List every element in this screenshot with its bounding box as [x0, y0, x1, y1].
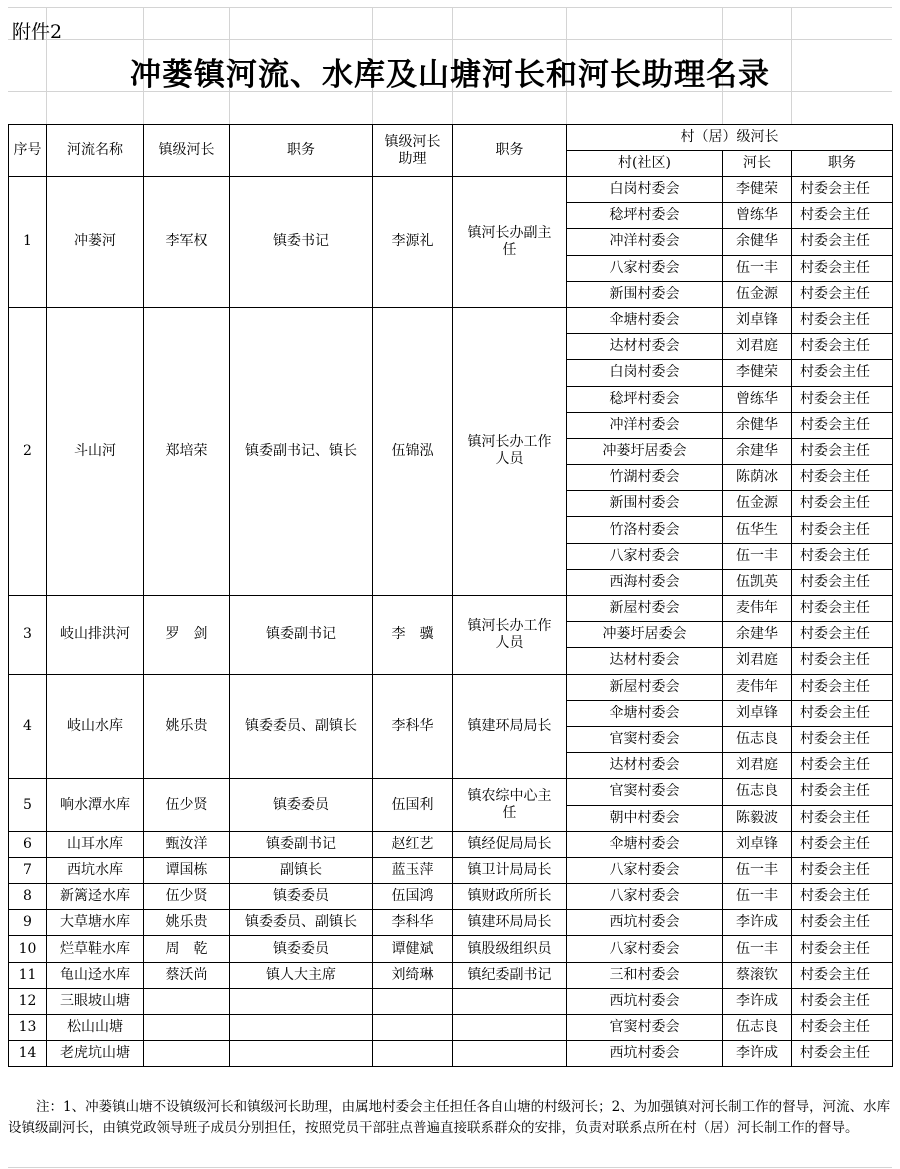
- town-chief-cell: [144, 1015, 230, 1041]
- village-duty-cell: 村委会主任: [792, 936, 893, 962]
- attachment-label: 附件2: [12, 21, 63, 43]
- document-title: 冲蒌镇河流、水库及山塘河长和河长助理名录: [130, 57, 770, 93]
- village-duty-cell: 村委会主任: [792, 622, 893, 648]
- town-chief-cell: 周 乾: [144, 936, 230, 962]
- town-assist-cell: [373, 1041, 453, 1067]
- river-name-cell: 大草塘水库: [47, 910, 144, 936]
- village-chief-cell: 伍一丰: [723, 936, 792, 962]
- town-chief-duty-cell: 镇委委员: [230, 779, 373, 831]
- town-chief-cell: 郑培荣: [144, 307, 230, 595]
- village-duty-cell: 村委会主任: [792, 857, 893, 883]
- town-chief-duty-cell: 镇委委员、副镇长: [230, 674, 373, 779]
- village-chief-cell: 蔡滚钦: [723, 962, 792, 988]
- village-cell: 达材村委会: [567, 334, 723, 360]
- town-chief-duty-cell: 镇委委员: [230, 884, 373, 910]
- village-duty-cell: 村委会主任: [792, 543, 893, 569]
- table-row: [9, 936, 893, 962]
- village-chief-cell: 曾练华: [723, 203, 792, 229]
- village-cell: 八家村委会: [567, 255, 723, 281]
- town-chief-duty-cell: 镇委副书记: [230, 596, 373, 675]
- seq-cell: 14: [9, 1041, 47, 1067]
- village-chief-cell: 刘君庭: [723, 334, 792, 360]
- town-assist-duty-cell: 镇纪委副书记: [453, 962, 567, 988]
- table-row: [9, 962, 893, 988]
- village-duty-cell: 村委会主任: [792, 412, 893, 438]
- river-name-cell: 岐山水库: [47, 674, 144, 779]
- village-chief-cell: 余建华: [723, 438, 792, 464]
- town-assist-cell: [373, 988, 453, 1014]
- header-town-assist-duty: 职务: [453, 125, 567, 177]
- village-duty-cell: 村委会主任: [792, 910, 893, 936]
- village-duty-cell: 村委会主任: [792, 884, 893, 910]
- village-chief-cell: 刘卓锋: [723, 307, 792, 333]
- village-cell: 朝中村委会: [567, 805, 723, 831]
- village-chief-cell: 伍一丰: [723, 857, 792, 883]
- town-assist-duty-cell: [453, 988, 567, 1014]
- village-chief-cell: 伍金源: [723, 281, 792, 307]
- town-chief-cell: [144, 1041, 230, 1067]
- village-duty-cell: 村委会主任: [792, 281, 893, 307]
- town-chief-cell: 伍少贤: [144, 884, 230, 910]
- river-name-cell: 西坑水库: [47, 857, 144, 883]
- town-assist-duty-cell: 镇财政所所长: [453, 884, 567, 910]
- table-row: [9, 1041, 893, 1067]
- village-duty-cell: 村委会主任: [792, 307, 893, 333]
- town-assist-cell: 伍国利: [373, 779, 453, 831]
- village-cell: 三和村委会: [567, 962, 723, 988]
- sheet-bottom-gridline: [8, 1167, 892, 1168]
- village-cell: 竹洛村委会: [567, 517, 723, 543]
- village-chief-cell: 李许成: [723, 910, 792, 936]
- village-chief-cell: 陈荫冰: [723, 465, 792, 491]
- seq-cell: 8: [9, 884, 47, 910]
- village-cell: 达材村委会: [567, 648, 723, 674]
- village-cell: 八家村委会: [567, 884, 723, 910]
- village-duty-cell: 村委会主任: [792, 438, 893, 464]
- seq-cell: 1: [9, 177, 47, 308]
- river-name-cell: 冲蒌河: [47, 177, 144, 308]
- village-cell: 冲洋村委会: [567, 229, 723, 255]
- header-seq: 序号: [9, 125, 47, 177]
- town-assist-duty-cell: 镇农综中心主任: [453, 779, 567, 831]
- river-name-cell: 三眼坡山塘: [47, 988, 144, 1014]
- village-cell: 伞塘村委会: [567, 700, 723, 726]
- village-cell: 八家村委会: [567, 543, 723, 569]
- table-row: [9, 831, 893, 857]
- village-duty-cell: 村委会主任: [792, 569, 893, 595]
- town-assist-cell: 李 骥: [373, 596, 453, 675]
- village-cell: 新屋村委会: [567, 674, 723, 700]
- village-duty-cell: 村委会主任: [792, 229, 893, 255]
- river-name-cell: 烂草鞋水库: [47, 936, 144, 962]
- village-duty-cell: 村委会主任: [792, 962, 893, 988]
- header-village: 村(社区): [567, 151, 723, 177]
- village-chief-cell: 刘卓锋: [723, 831, 792, 857]
- town-chief-cell: 李军权: [144, 177, 230, 308]
- town-chief-duty-cell: 镇委委员: [230, 936, 373, 962]
- table-row: [9, 779, 893, 805]
- village-cell: 西坑村委会: [567, 1041, 723, 1067]
- village-duty-cell: 村委会主任: [792, 517, 893, 543]
- village-chief-cell: 麦伟年: [723, 596, 792, 622]
- village-cell: 竹湖村委会: [567, 465, 723, 491]
- town-assist-cell: 伍国鸿: [373, 884, 453, 910]
- town-chief-duty-cell: 镇委委员、副镇长: [230, 910, 373, 936]
- village-chief-cell: 李健荣: [723, 360, 792, 386]
- village-chief-cell: 余建华: [723, 622, 792, 648]
- village-duty-cell: 村委会主任: [792, 779, 893, 805]
- town-assist-duty-cell: 镇建环局局长: [453, 674, 567, 779]
- seq-cell: 11: [9, 962, 47, 988]
- town-chief-cell: 姚乐贵: [144, 674, 230, 779]
- village-cell: 西坑村委会: [567, 910, 723, 936]
- town-assist-duty-cell: 镇建环局局长: [453, 910, 567, 936]
- village-chief-cell: 刘君庭: [723, 648, 792, 674]
- village-duty-cell: 村委会主任: [792, 988, 893, 1014]
- river-name-cell: 龟山迳水库: [47, 962, 144, 988]
- table-row: [9, 307, 893, 333]
- village-duty-cell: 村委会主任: [792, 805, 893, 831]
- sheet-top-gridline: [8, 7, 892, 8]
- village-duty-cell: 村委会主任: [792, 386, 893, 412]
- town-assist-duty-cell: [453, 1041, 567, 1067]
- town-chief-duty-cell: 镇委副书记: [230, 831, 373, 857]
- table-row: [9, 910, 893, 936]
- village-cell: 新围村委会: [567, 491, 723, 517]
- village-cell: 稔坪村委会: [567, 203, 723, 229]
- town-assist-cell: 蓝玉萍: [373, 857, 453, 883]
- village-cell: 冲蒌圩居委会: [567, 438, 723, 464]
- seq-cell: 4: [9, 674, 47, 779]
- village-chief-cell: 伍志良: [723, 779, 792, 805]
- village-duty-cell: 村委会主任: [792, 177, 893, 203]
- village-duty-cell: 村委会主任: [792, 700, 893, 726]
- town-assist-cell: 谭健斌: [373, 936, 453, 962]
- town-assist-cell: 伍锦泓: [373, 307, 453, 595]
- village-cell: 稔坪村委会: [567, 386, 723, 412]
- village-duty-cell: 村委会主任: [792, 1015, 893, 1041]
- seq-cell: 6: [9, 831, 47, 857]
- village-cell: 官窦村委会: [567, 726, 723, 752]
- village-chief-cell: 伍志良: [723, 1015, 792, 1041]
- village-cell: 伞塘村委会: [567, 307, 723, 333]
- table-row: [9, 884, 893, 910]
- village-duty-cell: 村委会主任: [792, 360, 893, 386]
- village-cell: 新屋村委会: [567, 596, 723, 622]
- river-chief-roster-table: [8, 124, 893, 1067]
- town-chief-duty-cell: 副镇长: [230, 857, 373, 883]
- town-chief-cell: 伍少贤: [144, 779, 230, 831]
- seq-cell: 5: [9, 779, 47, 831]
- header-river: 河流名称: [47, 125, 144, 177]
- seq-cell: 2: [9, 307, 47, 595]
- village-chief-cell: 陈毅波: [723, 805, 792, 831]
- town-assist-duty-cell: 镇河长办工作人员: [453, 307, 567, 595]
- header-town-chief-duty: 职务: [230, 125, 373, 177]
- village-chief-cell: 伍一丰: [723, 543, 792, 569]
- town-assist-cell: [373, 1015, 453, 1041]
- village-cell: 西海村委会: [567, 569, 723, 595]
- town-chief-duty-cell: [230, 988, 373, 1014]
- town-chief-duty-cell: 镇人大主席: [230, 962, 373, 988]
- village-cell: 官窦村委会: [567, 779, 723, 805]
- village-chief-cell: 伍金源: [723, 491, 792, 517]
- seq-cell: 12: [9, 988, 47, 1014]
- village-cell: 新围村委会: [567, 281, 723, 307]
- town-assist-duty-cell: 镇河长办工作人员: [453, 596, 567, 675]
- village-duty-cell: 村委会主任: [792, 1041, 893, 1067]
- village-cell: 伞塘村委会: [567, 831, 723, 857]
- village-cell: 冲洋村委会: [567, 412, 723, 438]
- header-town-chief: 镇级河长: [144, 125, 230, 177]
- village-duty-cell: 村委会主任: [792, 334, 893, 360]
- village-duty-cell: 村委会主任: [792, 596, 893, 622]
- town-assist-cell: 李科华: [373, 910, 453, 936]
- village-duty-cell: 村委会主任: [792, 726, 893, 752]
- river-name-cell: 响水潭水库: [47, 779, 144, 831]
- town-assist-duty-cell: [453, 1015, 567, 1041]
- river-name-cell: 山耳水库: [47, 831, 144, 857]
- town-chief-duty-cell: 镇委书记: [230, 177, 373, 308]
- town-chief-duty-cell: 镇委副书记、镇长: [230, 307, 373, 595]
- town-chief-duty-cell: [230, 1015, 373, 1041]
- town-assist-duty-cell: 镇河长办副主任: [453, 177, 567, 308]
- village-chief-cell: 麦伟年: [723, 674, 792, 700]
- village-duty-cell: 村委会主任: [792, 753, 893, 779]
- town-chief-cell: 甄汝洋: [144, 831, 230, 857]
- village-chief-cell: 余健华: [723, 412, 792, 438]
- village-cell: 八家村委会: [567, 857, 723, 883]
- village-cell: 官窦村委会: [567, 1015, 723, 1041]
- roster-body: [9, 177, 893, 1067]
- gridline: [8, 39, 892, 40]
- table-row: [9, 596, 893, 622]
- village-chief-cell: 刘卓锋: [723, 700, 792, 726]
- village-duty-cell: 村委会主任: [792, 465, 893, 491]
- table-row: [9, 674, 893, 700]
- village-chief-cell: 李许成: [723, 988, 792, 1014]
- header-village-group: 村（居）级河长: [567, 125, 893, 151]
- village-chief-cell: 曾练华: [723, 386, 792, 412]
- table-row: [9, 857, 893, 883]
- village-chief-cell: 伍凯英: [723, 569, 792, 595]
- town-chief-duty-cell: [230, 1041, 373, 1067]
- seq-cell: 13: [9, 1015, 47, 1041]
- village-duty-cell: 村委会主任: [792, 648, 893, 674]
- town-chief-cell: [144, 988, 230, 1014]
- village-chief-cell: 李健荣: [723, 177, 792, 203]
- village-chief-cell: 余健华: [723, 229, 792, 255]
- village-chief-cell: 伍志良: [723, 726, 792, 752]
- header-village-chief: 河长: [723, 151, 792, 177]
- river-name-cell: 岐山排洪河: [47, 596, 144, 675]
- village-chief-cell: 刘君庭: [723, 753, 792, 779]
- village-cell: 白岗村委会: [567, 360, 723, 386]
- header-town-assist: 镇级河长助理: [373, 125, 453, 177]
- town-assist-cell: 刘绮琳: [373, 962, 453, 988]
- village-chief-cell: 伍一丰: [723, 884, 792, 910]
- town-assist-duty-cell: 镇卫计局局长: [453, 857, 567, 883]
- river-name-cell: 松山山塘: [47, 1015, 144, 1041]
- village-chief-cell: 伍一丰: [723, 255, 792, 281]
- village-duty-cell: 村委会主任: [792, 831, 893, 857]
- header-village-duty: 职务: [792, 151, 893, 177]
- river-name-cell: 老虎坑山塘: [47, 1041, 144, 1067]
- town-chief-cell: 姚乐贵: [144, 910, 230, 936]
- village-duty-cell: 村委会主任: [792, 674, 893, 700]
- town-assist-cell: 赵红艺: [373, 831, 453, 857]
- village-cell: 西坑村委会: [567, 988, 723, 1014]
- table-row: [9, 177, 893, 203]
- town-assist-duty-cell: 镇股级组织员: [453, 936, 567, 962]
- footnote: 注：1、冲蒌镇山塘不设镇级河长和镇级河长助理，由属地村委会主任担任各自山塘的村级河长；2、为加强镇对河长制工作的督导，河流、水库设镇级副河长，由镇党政领导班子成员分别担任，按照党员干部驻点普遍直接联系群众的安排，负责对联系点所在村（居）河长制工作的督导。: [8, 1099, 891, 1136]
- seq-cell: 9: [9, 910, 47, 936]
- village-duty-cell: 村委会主任: [792, 491, 893, 517]
- seq-cell: 10: [9, 936, 47, 962]
- river-name-cell: 斗山河: [47, 307, 144, 595]
- village-cell: 达材村委会: [567, 753, 723, 779]
- town-assist-duty-cell: 镇经促局局长: [453, 831, 567, 857]
- table-row: [9, 988, 893, 1014]
- town-assist-cell: 李源礼: [373, 177, 453, 308]
- village-chief-cell: 李许成: [723, 1041, 792, 1067]
- town-chief-cell: 罗 剑: [144, 596, 230, 675]
- town-chief-cell: 谭国栋: [144, 857, 230, 883]
- seq-cell: 3: [9, 596, 47, 675]
- table-row: [9, 1015, 893, 1041]
- town-chief-cell: 蔡沃尚: [144, 962, 230, 988]
- village-duty-cell: 村委会主任: [792, 203, 893, 229]
- village-chief-cell: 伍华生: [723, 517, 792, 543]
- village-cell: 八家村委会: [567, 936, 723, 962]
- village-cell: 白岗村委会: [567, 177, 723, 203]
- seq-cell: 7: [9, 857, 47, 883]
- town-assist-cell: 李科华: [373, 674, 453, 779]
- river-name-cell: 新篱迳水库: [47, 884, 144, 910]
- village-cell: 冲蒌圩居委会: [567, 622, 723, 648]
- village-duty-cell: 村委会主任: [792, 255, 893, 281]
